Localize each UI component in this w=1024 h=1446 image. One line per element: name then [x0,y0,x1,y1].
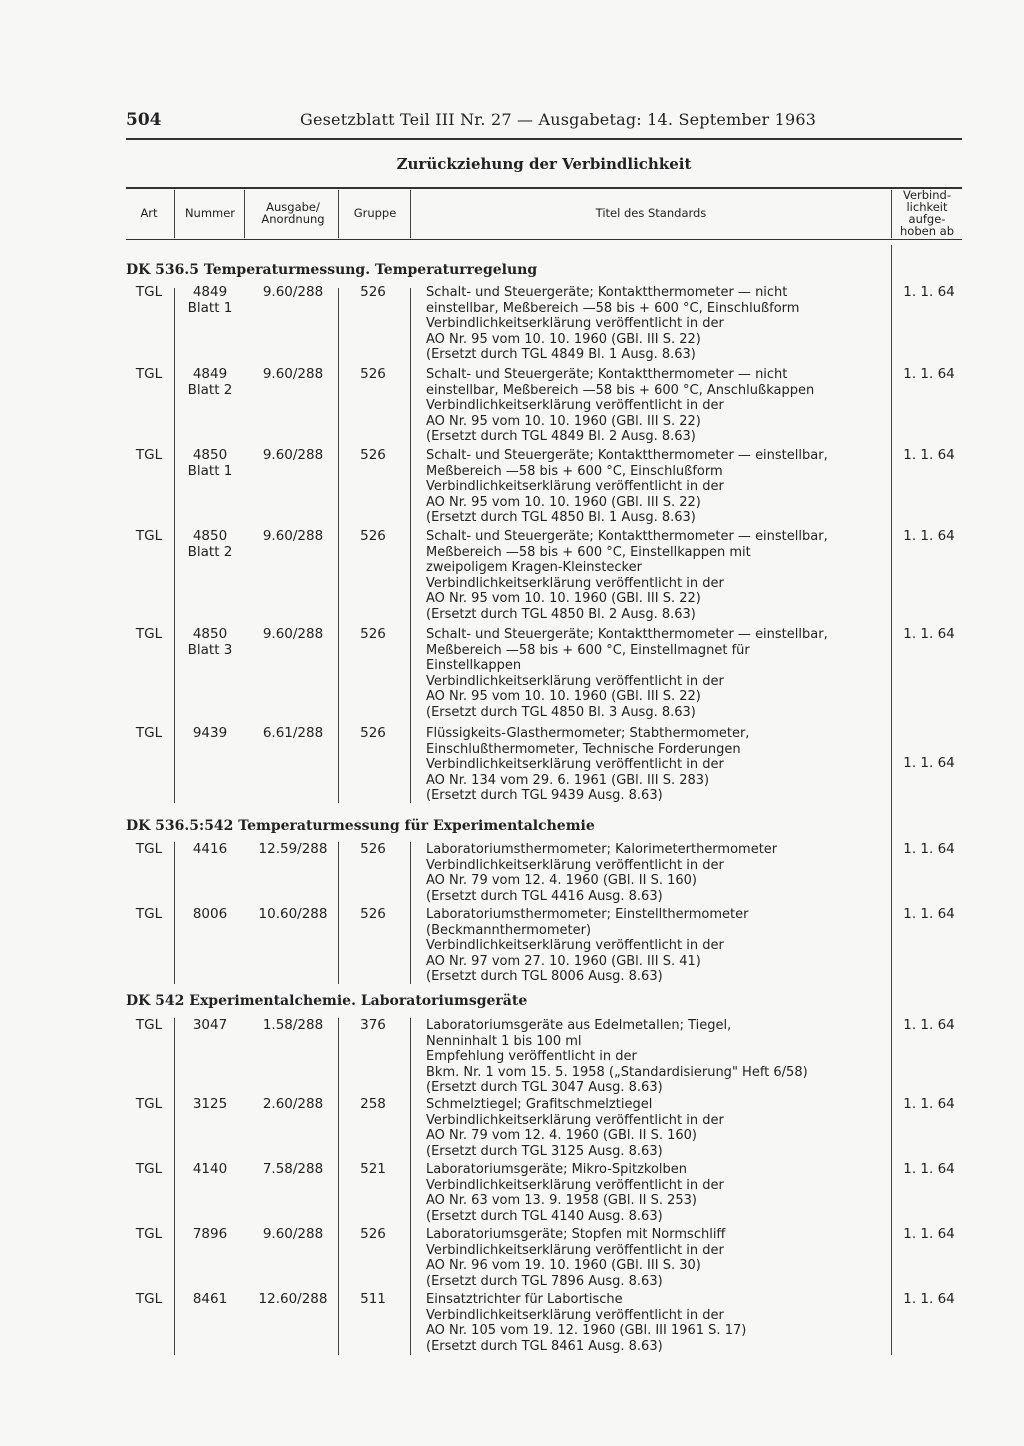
cell-nummer: 8461 [192,1291,228,1307]
cell-titel: Schalt- und Steuergeräte; Kontaktthermometer — nicht einstellbar, Meßbereich —58 bis + 600 °C, Anschlußkappen Verbindlichkeitserklärung veröffentlicht in der AO Nr. 95 vom 10. 10. 1960 (GBl. III S. 22) (Ersetzt durch TGL 4849 Bl. 2 Ausg. 8.63) [426,367,815,444]
cell-gruppe: 526 [360,626,386,642]
cell-ausgabe: 12.59/288 [258,841,328,857]
cell-aufgehoben: 1. 1. 64 [903,1161,955,1177]
col-header-art: Art [140,206,158,220]
col-header-titel: Titel des Standards [595,206,707,220]
cell-titel: Laboratoriumsthermometer; Einstellthermometer (Beckmannthermometer) Verbindlichkeitserklärung veröffentlicht in der AO Nr. 97 vom 27. 10. 1960 (GBl. III S. 41) (Ersetzt durch TGL 8006 Ausg. 8.63) [426,907,749,984]
table-header-bottom-rule [126,239,962,240]
cell-nummer: 4416 [192,841,228,857]
cell-gruppe: 511 [360,1291,386,1307]
cell-gruppe: 526 [360,1226,386,1242]
column-divider [338,190,339,238]
cell-gruppe: 521 [360,1161,386,1177]
col-header-aufgehoben: Verbind- lichkeit aufge- hoben ab [900,188,954,238]
cell-aufgehoben: 1. 1. 64 [903,906,955,922]
cell-ausgabe: 1.58/288 [262,1017,324,1033]
cell-titel: Schalt- und Steuergeräte; Kontaktthermometer — einstellbar, Meßbereich —58 bis + 600 °C, Einstellmagnet für Einstellkappen Verbindlichkeitserklärung veröffentlicht in der AO Nr. 95 vom 10. 10. 1960 (GBl. III S. 22) (Ersetzt durch TGL 4850 Bl. 3 Ausg. 8.63) [426,627,828,720]
column-divider [891,190,892,238]
cell-nummer: 4849 Blatt 1 [187,284,233,316]
cell-aufgehoben: 1. 1. 64 [903,841,955,857]
cell-ausgabe: 9.60/288 [262,1226,324,1242]
cell-art: TGL [135,447,163,463]
cell-nummer: 9439 [192,725,228,741]
cell-ausgabe: 9.60/288 [262,447,324,463]
cell-aufgehoben: 1. 1. 64 [903,755,955,771]
group-heading: DK 536.5 Temperaturmessung. Temperaturregelung [126,262,538,278]
column-divider [174,190,175,238]
cell-gruppe: 526 [360,725,386,741]
cell-nummer: 4849 Blatt 2 [187,366,233,398]
cell-art: TGL [135,1226,163,1242]
col-header-gruppe: Gruppe [353,206,397,220]
column-divider [174,1018,175,1355]
cell-titel: Laboratoriumsgeräte; Mikro-Spitzkolben Verbindlichkeitserklärung veröffentlicht in der AO Nr. 63 vom 13. 9. 1958 (GBl. II S. 253) (Ersetzt durch TGL 4140 Ausg. 8.63) [426,1162,724,1224]
cell-titel: Einsatztrichter für Labortische Verbindlichkeitserklärung veröffentlicht in der AO Nr. 105 vom 19. 12. 1960 (GBl. III 1961 S. 17) (Ersetzt durch TGL 8461 Ausg. 8.63) [426,1292,747,1354]
cell-art: TGL [135,528,163,544]
cell-nummer: 4850 Blatt 3 [187,626,233,658]
cell-art: TGL [135,284,163,300]
column-divider [338,842,339,984]
cell-gruppe: 526 [360,447,386,463]
cell-nummer: 3047 [192,1017,228,1033]
cell-ausgabe: 9.60/288 [262,528,324,544]
cell-art: TGL [135,1017,163,1033]
group-heading: DK 542 Experimentalchemie. Laboratoriumsgeräte [126,993,528,1009]
cell-titel: Flüssigkeits-Glasthermometer; Stabthermometer, Einschlußthermometer, Technische Forderungen Verbindlichkeitserklärung veröffentlicht in der AO Nr. 134 vom 29. 6. 1961 (GBl. III S. 283) (Ersetzt durch TGL 9439 Ausg. 8.63) [426,726,750,803]
cell-nummer: 4140 [192,1161,228,1177]
column-divider [410,288,411,803]
col-header-nummer: Nummer [184,206,236,220]
cell-ausgabe: 12.60/288 [258,1291,328,1307]
cell-art: TGL [135,1291,163,1307]
cell-aufgehoben: 1. 1. 64 [903,528,955,544]
column-divider [891,245,892,1355]
cell-gruppe: 526 [360,906,386,922]
cell-art: TGL [135,906,163,922]
column-divider [410,842,411,984]
cell-titel: Laboratoriumsgeräte; Stopfen mit Normschliff Verbindlichkeitserklärung veröffentlicht in der AO Nr. 96 vom 19. 10. 1960 (GBl. III S. 30) (Ersetzt durch TGL 7896 Ausg. 8.63) [426,1227,726,1289]
cell-ausgabe: 2.60/288 [262,1096,324,1112]
cell-gruppe: 258 [360,1096,386,1112]
cell-ausgabe: 9.60/288 [262,284,324,300]
cell-nummer: 7896 [192,1226,228,1242]
cell-art: TGL [135,1161,163,1177]
cell-gruppe: 526 [360,284,386,300]
cell-titel: Schalt- und Steuergeräte; Kontaktthermometer — einstellbar, Meßbereich —58 bis + 600 °C, Einschlußform Verbindlichkeitserklärung veröffentlicht in der AO Nr. 95 vom 10. 10. 1960 (GBl. III S. 22) (Ersetzt durch TGL 4850 Bl. 1 Ausg. 8.63) [426,448,828,525]
page-number: 504 [126,110,162,130]
cell-art: TGL [135,725,163,741]
cell-ausgabe: 9.60/288 [262,626,324,642]
cell-gruppe: 526 [360,528,386,544]
cell-nummer: 4850 Blatt 1 [187,447,233,479]
column-divider [410,190,411,238]
cell-ausgabe: 9.60/288 [262,366,324,382]
cell-titel: Schalt- und Steuergeräte; Kontaktthermometer — nicht einstellbar, Meßbereich —58 bis + 600 °C, Einschlußform Verbindlichkeitserklärung veröffentlicht in der AO Nr. 95 vom 10. 10. 1960 (GBl. III S. 22) (Ersetzt durch TGL 4849 Bl. 1 Ausg. 8.63) [426,285,800,362]
cell-art: TGL [135,841,163,857]
cell-art: TGL [135,626,163,642]
cell-titel: Schmelztiegel; Grafitschmelztiegel Verbindlichkeitserklärung veröffentlicht in der AO Nr. 79 vom 12. 4. 1960 (GBl. II S. 160) (Ersetzt durch TGL 3125 Ausg. 8.63) [426,1097,724,1159]
cell-aufgehoben: 1. 1. 64 [903,1096,955,1112]
cell-aufgehoben: 1. 1. 64 [903,1017,955,1033]
section-title: Zurückziehung der Verbindlichkeit [396,155,692,173]
column-divider [338,1018,339,1355]
cell-art: TGL [135,366,163,382]
header-rule [126,138,962,140]
cell-titel: Laboratoriumsthermometer; Kalorimeterthermometer Verbindlichkeitserklärung veröffentlicht in der AO Nr. 79 vom 12. 4. 1960 (GBl. II S. 160) (Ersetzt durch TGL 4416 Ausg. 8.63) [426,842,778,904]
cell-aufgehoben: 1. 1. 64 [903,626,955,642]
cell-aufgehoben: 1. 1. 64 [903,447,955,463]
cell-aufgehoben: 1. 1. 64 [903,366,955,382]
column-divider [410,1018,411,1355]
column-divider [338,288,339,803]
cell-aufgehoben: 1. 1. 64 [903,284,955,300]
cell-art: TGL [135,1096,163,1112]
column-divider [174,288,175,803]
cell-ausgabe: 10.60/288 [258,906,328,922]
cell-ausgabe: 7.58/288 [262,1161,324,1177]
col-header-ausgabe: Ausgabe/ Anordnung [261,200,325,226]
cell-nummer: 4850 Blatt 2 [187,528,233,560]
column-divider [174,842,175,984]
cell-nummer: 3125 [192,1096,228,1112]
group-heading: DK 536.5:542 Temperaturmessung für Experimentalchemie [126,818,595,834]
cell-gruppe: 526 [360,841,386,857]
column-divider [244,190,245,238]
cell-titel: Schalt- und Steuergeräte; Kontaktthermometer — einstellbar, Meßbereich —58 bis + 600 °C, Einstellkappen mit zweipoligem Kragen-Kleinstecker Verbindlichkeitserklärung veröffentlicht in der AO Nr. 95 vom 10. 10. 1960 (GBl. III S. 22) (Ersetzt durch TGL 4850 Bl. 2 Ausg. 8.63) [426,529,828,622]
cell-titel: Laboratoriumsgeräte aus Edelmetallen; Tiegel, Nenninhalt 1 bis 100 ml Empfehlung veröffentlicht in der Bkm. Nr. 1 vom 15. 5. 1958 („Standardisierung" Heft 6/58) (Ersetzt durch TGL 3047 Ausg. 8.63) [426,1018,808,1095]
cell-ausgabe: 6.61/288 [262,725,324,741]
cell-gruppe: 526 [360,366,386,382]
running-head: Gesetzblatt Teil III Nr. 27 — Ausgabetag: 14. September 1963 [300,110,817,129]
cell-gruppe: 376 [360,1017,386,1033]
cell-nummer: 8006 [192,906,228,922]
cell-aufgehoben: 1. 1. 64 [903,1291,955,1307]
cell-aufgehoben: 1. 1. 64 [903,1226,955,1242]
